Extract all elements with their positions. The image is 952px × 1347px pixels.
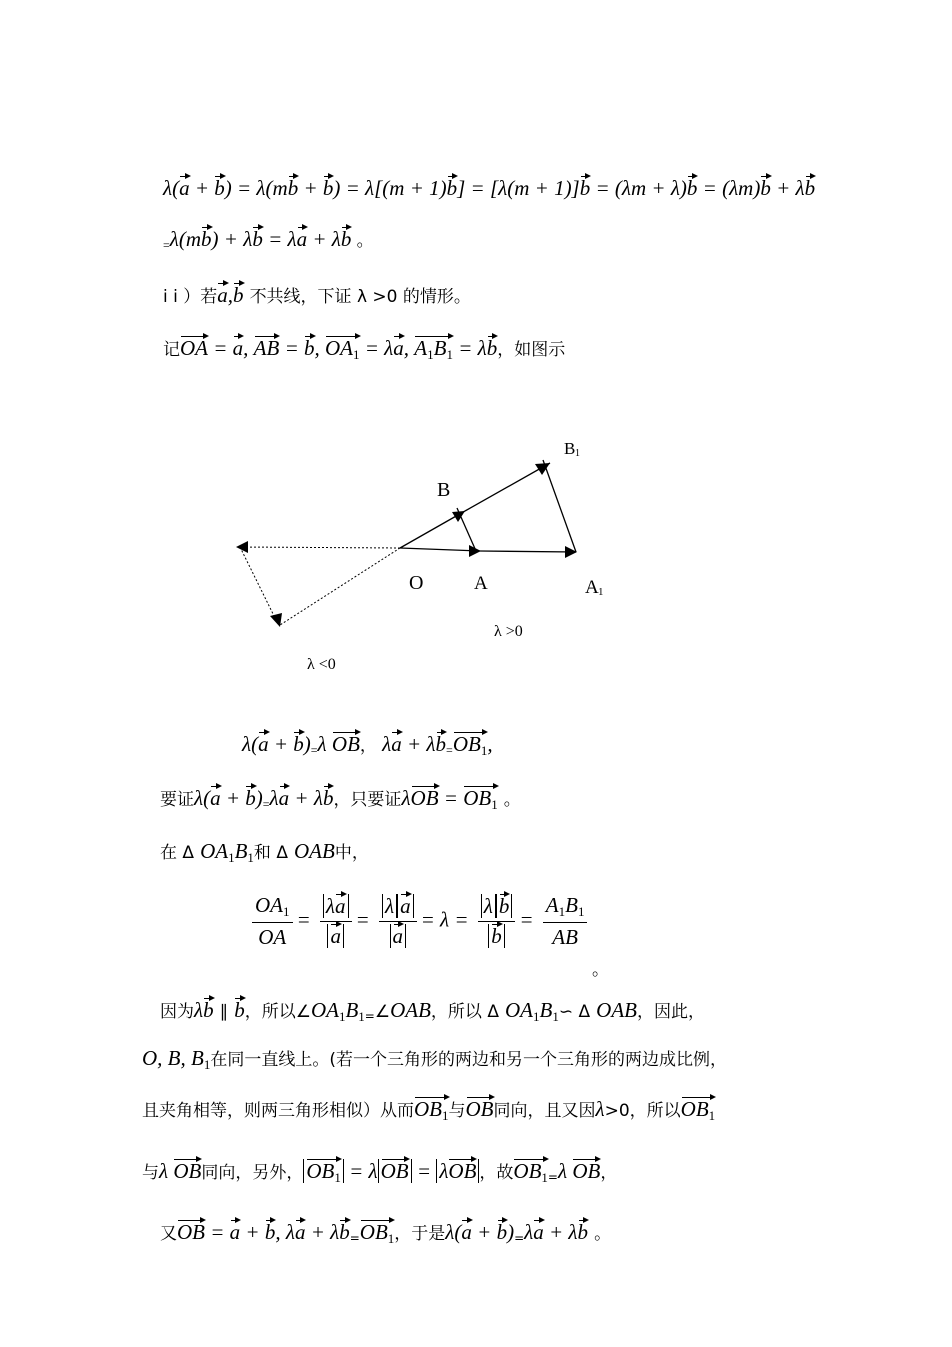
period: 。 [356, 231, 374, 251]
case-ii-line: i i ）若a,b 不共线，下证 λ >0 的情形。 [163, 283, 471, 307]
hence: ，故 [479, 1163, 514, 1183]
ratio-equation: $\frac{OA_1}{OA}$ = $\frac{\lambda a}{a}$ = $\frac{\text{λ a}}{a}$ = λ = $\frac{\text{λ b}}{b}$ = $\frac{A_1B_1}{AB}$ [248, 893, 591, 950]
small-equals: = [310, 743, 318, 757]
triangle-line: 在 Δ $OA_1B_1$和 Δ OAB中， [160, 839, 369, 865]
in-suffix: 中， [334, 843, 369, 863]
vector-AB [457, 508, 476, 551]
label-lambda-positive: λ >0 [494, 623, 523, 640]
notation-line: 记OA = a, AB = b, $OA_1 = \lambda a$, $A_1B_1 = \lambda b$，如图示 [163, 336, 566, 362]
note-prefix: 记 [163, 340, 180, 360]
also: 又 [160, 1224, 177, 1244]
case-ii-prefix: i i ）若 [163, 287, 218, 307]
equation-line-2: =λ(mb) + λb = λa + λb 。 [163, 227, 374, 252]
label-B1-sub: 1 [575, 448, 580, 459]
similar: ∽ Δ [558, 1002, 591, 1022]
comma: ， [600, 1163, 618, 1183]
ratio-period: 。 [592, 960, 609, 980]
arrowhead-A1 [565, 546, 577, 558]
vector-AA1 [480, 551, 576, 552]
small-equals: = [364, 1009, 375, 1023]
vector-OA [400, 548, 480, 551]
so-triangle: ，所以 Δ [430, 1002, 499, 1022]
because-line: 因为λb ∥ b，所以$\angle OA_1B_1=\angle OAB$，所以 Δ $OA_1B_1∽$ Δ OAB，因此， [160, 998, 705, 1024]
small-equals: = [349, 1231, 360, 1245]
small-equals: = [547, 1170, 558, 1184]
another-line: 与λ OB同向，另外， $OB_1 = \lambda$ OB = λOB ，故$OB_1=\lambda$ OB， [142, 1159, 618, 1185]
small-equals: = [163, 238, 170, 252]
similar-rule-line: 且夹角相等，则两三角形相似）从而$OB_1$与OB同向，且又因λ>0，所以$OB_1$ [142, 1097, 716, 1123]
label-lambda-negative: λ <0 [307, 656, 336, 673]
small-equals: = [446, 743, 453, 757]
dotted-vector-neg-sum [280, 548, 400, 625]
vector-A1B1 [543, 460, 576, 552]
with: 与 [142, 1163, 159, 1183]
arrowhead-neg-b [270, 613, 282, 627]
equation-line-5: λ(a + b)=λ OB， $\lambda a + \lambda b=OB_1$, [242, 732, 493, 758]
vector-BB1 [465, 463, 550, 511]
thus: ，于是 [394, 1224, 446, 1244]
because: 因为 [160, 1002, 194, 1022]
collinear-text: 在同一直线上。(若一个三角形的两边和另一个三角形的两边成比例， [210, 1050, 727, 1070]
note-suffix: ，如图示 [497, 340, 566, 360]
in-triangle: 在 Δ [160, 843, 195, 863]
and-triangle: 和 Δ [253, 843, 288, 863]
equation-line-1: λ(a + b) = λ(mb + b) = λ[(m + 1)b] = [λ(m + 1)]b = (λm + λ)b = (λm)b + λb [163, 176, 816, 200]
parallel-symbol: ∥ [219, 1002, 229, 1022]
dotted-vector-neg-b [240, 547, 278, 624]
therefore: ，因此， [637, 1002, 705, 1022]
so-angle: ，所以∠ [244, 1002, 311, 1022]
need-prove-line: 要证λ(a + b)=λa + λb，只要证$\lambda OB = OB_1$ 。 [160, 786, 521, 812]
label-A: A [474, 573, 488, 594]
label-B: B [437, 479, 451, 501]
period: 。 [594, 1224, 612, 1244]
only-need: ，只要证 [333, 790, 402, 810]
need-prove: 要证 [160, 790, 194, 810]
collinear-line: O, B, $B_1$在同一直线上。(若一个三角形的两边和另一个三角形的两边成比例， [142, 1046, 727, 1072]
small-equals: = [514, 1231, 525, 1245]
small-equals: = [262, 797, 270, 811]
label-A1: A [585, 577, 599, 598]
vector-figure [0, 420, 952, 740]
gt-zero-so: >0，所以 [604, 1101, 681, 1121]
label-B1: B [564, 439, 576, 458]
dotted-vector-neg-a [240, 547, 400, 548]
arrowhead-A [469, 545, 481, 557]
same-dir-also: 同向，且又因 [493, 1101, 596, 1121]
final-line: 又OB = a + b, $\lambda a + \lambda b=OB_1$，于是λ(a + b)=λa + λb 。 [160, 1220, 612, 1246]
period: 。 [503, 790, 521, 810]
label-O: O [409, 572, 424, 594]
same-dir-else: 同向，另外， [201, 1163, 304, 1183]
case-ii-suffix: 不共线，下证 λ >0 的情形。 [249, 287, 471, 307]
same-dir-with: 与 [448, 1101, 466, 1121]
similar-rule: 且夹角相等，则两三角形相似）从而 [142, 1101, 414, 1121]
label-A1-sub: 1 [598, 586, 604, 598]
comma: ， [359, 736, 377, 756]
